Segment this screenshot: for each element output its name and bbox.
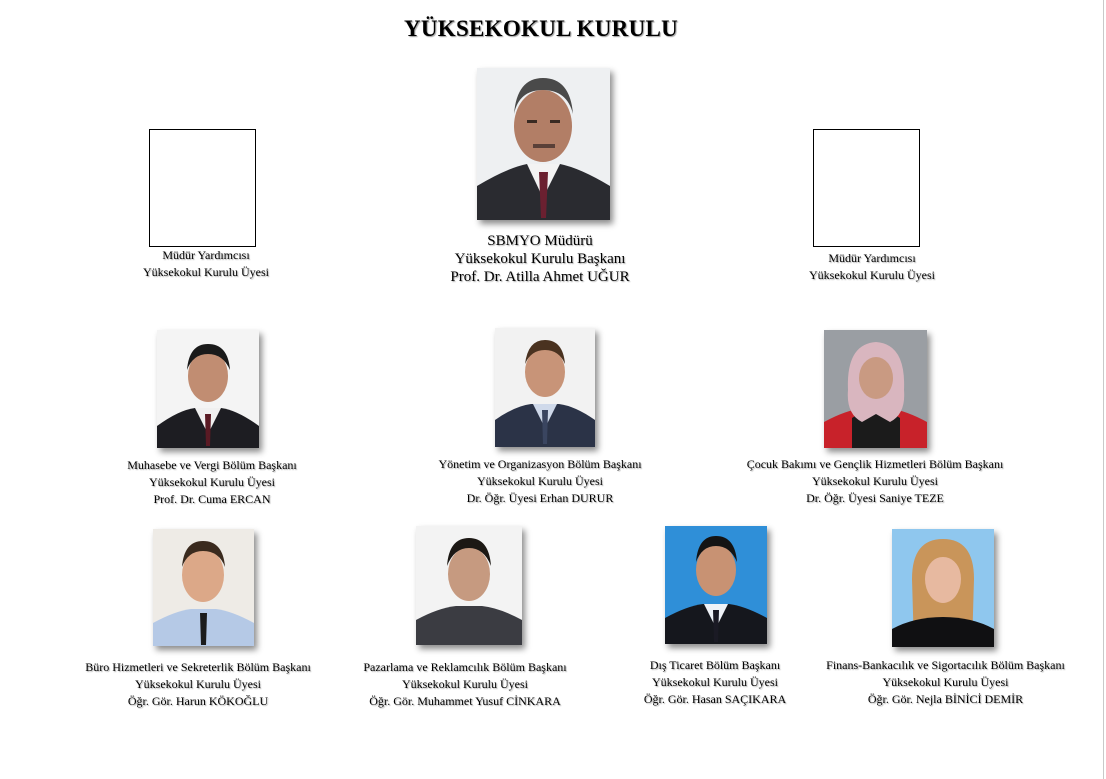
photo-pazarlama — [416, 526, 522, 645]
role-buro: Büro Hizmetleri ve Sekreterlik Bölüm Başkanı — [85, 660, 311, 674]
role-cocuk: Çocuk Bakımı ve Gençlik Hizmetleri Bölüm Başkanı — [746, 457, 1004, 471]
role-finans: Finans-Bankacılık ve Sigortacılık Bölüm Başkanı — [826, 658, 1065, 672]
assistant-left-role: Müdür Yardımcısı — [162, 248, 250, 262]
empty-photo-frame-left — [149, 129, 256, 247]
photo-muhasebe — [157, 330, 259, 448]
assistant-left-caption — [106, 247, 306, 281]
board-role-finans: Yüksekokul Kurulu Üyesi — [882, 675, 1009, 689]
caption-muhasebe — [102, 457, 322, 508]
director-name: Prof. Dr. Atilla Ahmet UĞUR — [450, 269, 630, 285]
caption-dis-ticaret — [630, 657, 800, 708]
board-role-dis-ticaret: Yüksekokul Kurulu Üyesi — [652, 675, 778, 689]
caption-pazarlama — [340, 659, 590, 710]
caption-yonetim — [415, 456, 665, 507]
assistant-right-caption — [772, 250, 972, 284]
role-pazarlama: Pazarlama ve Reklamcılık Bölüm Başkanı — [363, 660, 567, 674]
assistant-right-role: Müdür Yardımcısı — [828, 251, 916, 265]
board-role-cocuk: Yüksekokul Kurulu Üyesi — [812, 474, 938, 488]
caption-finans — [803, 657, 1088, 708]
name-cocuk: Dr. Öğr. Üyesi Saniye TEZE — [806, 491, 944, 505]
name-finans: Öğr. Gör. Nejla BİNİCİ DEMİR — [867, 692, 1024, 706]
board-role-muhasebe: Yüksekokul Kurulu Üyesi — [149, 475, 275, 489]
photo-buro — [153, 529, 254, 646]
page-edge — [1103, 0, 1104, 779]
role-muhasebe: Muhasebe ve Vergi Bölüm Başkanı — [127, 458, 297, 472]
name-muhasebe: Prof. Dr. Cuma ERCAN — [153, 492, 271, 506]
director-caption — [405, 232, 675, 286]
photo-yonetim — [495, 328, 595, 447]
photo-cocuk — [824, 330, 927, 448]
photo-finans — [892, 529, 994, 647]
assistant-left-board-role: Yüksekokul Kurulu Üyesi — [143, 265, 269, 279]
name-buro: Öğr. Gör. Harun KÖKOĞLU — [127, 694, 269, 708]
name-pazarlama: Öğr. Gör. Muhammet Yusuf CİNKARA — [369, 694, 561, 708]
role-yonetim: Yönetim ve Organizasyon Bölüm Başkanı — [438, 457, 642, 471]
caption-cocuk — [725, 456, 1025, 507]
caption-buro — [68, 659, 328, 710]
empty-photo-frame-right — [813, 129, 920, 247]
photo-dis-ticaret — [665, 526, 767, 644]
director-photo — [477, 68, 610, 220]
page-title: YÜKSEKOKUL KURULU — [403, 16, 679, 41]
director-role: SBMYO Müdürü — [487, 233, 593, 249]
name-dis-ticaret: Öğr. Gör. Hasan SAÇIKARA — [643, 692, 787, 706]
name-yonetim: Dr. Öğr. Üyesi Erhan DURUR — [466, 491, 614, 505]
role-dis-ticaret: Dış Ticaret Bölüm Başkanı — [649, 658, 781, 672]
assistant-right-board-role: Yüksekokul Kurulu Üyesi — [809, 268, 935, 282]
board-role-buro: Yüksekokul Kurulu Üyesi — [135, 677, 261, 691]
board-role-yonetim: Yüksekokul Kurulu Üyesi — [477, 474, 603, 488]
board-role-pazarlama: Yüksekokul Kurulu Üyesi — [402, 677, 528, 691]
director-board-role: Yüksekokul Kurulu Başkanı — [454, 251, 626, 267]
